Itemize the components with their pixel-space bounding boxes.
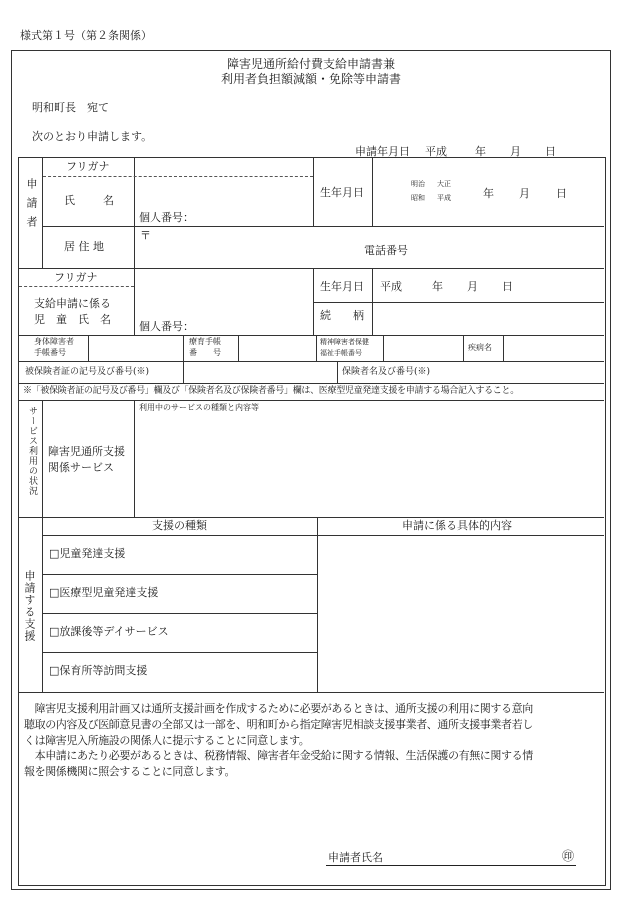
support-type-header: 支援の種類 — [152, 519, 207, 532]
mental-handbook-label-2: 福祉手帳番号 — [320, 349, 362, 357]
child-birth-era: 平成 — [380, 280, 402, 293]
physical-handbook-label-2: 手帳番号 — [34, 348, 66, 357]
insurer-label: 保険者名及び番号(※) — [342, 367, 431, 377]
era-showa: 昭和 — [411, 194, 425, 202]
service-row-label-2: 関係サービス — [48, 461, 114, 474]
consent-line-4: 本申請にあたり必要があるときは、税務情報、障害者年金受給に関する情報、生活保護の有無に関する情 — [24, 749, 533, 762]
applicant-furigana-label: フリガナ — [66, 160, 110, 173]
support-detail-header: 申請に係る具体的内容 — [402, 519, 512, 532]
applicant-birth-year: 年 — [483, 187, 494, 200]
application-date-year: 年 — [475, 145, 486, 158]
mental-handbook-label-1: 精神障害者保健 — [320, 338, 369, 346]
child-birth-year: 年 — [432, 280, 443, 293]
physical-handbook-label-1: 身体障害者 — [34, 337, 74, 346]
support-item-after-school-day-service[interactable]: □放課後等デイサービス — [49, 625, 169, 638]
applicant-birth-month: 月 — [519, 187, 530, 200]
child-birth-month: 月 — [467, 280, 478, 293]
application-date-day: 日 — [545, 145, 556, 158]
consent-line-2: 聴取の内容及び医師意見書の全部又は一部を、明和町から指定障害児相談支援事業者、通所支援事業者若し — [24, 718, 533, 731]
child-name-field[interactable] — [136, 272, 312, 316]
support-item-nursery-visit-support[interactable]: □保育所等訪問支援 — [49, 664, 148, 677]
consent-line-3: くは障害児入所施設の関係人に提示することに同意します。 — [24, 734, 310, 747]
seal-mark: ㊞ — [562, 849, 575, 863]
applicant-section-label: 申請者 — [25, 178, 38, 235]
insured-number-field[interactable] — [185, 363, 335, 381]
child-furigana-label: フリガナ — [54, 271, 98, 284]
form-number: 様式第１号（第２条関係） — [20, 29, 152, 42]
consent-line-1: 障害児支援利用計画又は通所支援計画を作成するために必要があるときは、通所支援の利用に関する意向 — [24, 702, 533, 715]
child-name-label-2: 児 童 氏 名 — [34, 313, 111, 326]
disease-field[interactable] — [505, 337, 602, 359]
service-content-label: 利用中のサービスの種類と内容等 — [139, 403, 259, 412]
era-meiji: 明治 — [411, 180, 425, 188]
rehab-handbook-label-2: 番 号 — [189, 348, 221, 357]
era-taisho: 大正 — [437, 180, 451, 188]
child-personal-number-label: 個人番号： — [139, 320, 194, 333]
mental-handbook-field[interactable] — [385, 337, 461, 359]
addressee: 明和町長 宛て — [32, 101, 109, 114]
postal-mark: 〒 — [140, 229, 151, 242]
child-birth-day: 日 — [502, 280, 513, 293]
insured-number-label: 被保険者証の記号及び番号(※) — [25, 367, 150, 377]
applicant-furigana-field[interactable] — [136, 162, 312, 172]
intro-text: 次のとおり申請します。 — [32, 130, 153, 143]
applicant-name-label: 氏 名 — [64, 194, 116, 207]
applicant-birth-day: 日 — [556, 187, 567, 200]
disease-label: 疾病名 — [468, 343, 492, 352]
insurer-field[interactable] — [440, 363, 602, 381]
child-name-label-1: 支給申請に係る — [34, 297, 111, 310]
support-detail-field[interactable] — [320, 538, 601, 689]
support-item-child-development[interactable]: □児童発達支援 — [49, 547, 126, 560]
insurance-note: ※「被保険者証の記号及び番号」欄及び「保険者名及び保険者番号」欄は、医療型児童発達支援を申請する場合記入すること。 — [23, 386, 519, 396]
form-title: 障害児通所給付費支給申請書兼 — [226, 57, 395, 71]
applicant-address-label: 居 住 地 — [64, 240, 104, 253]
phone-label: 電話番号 — [364, 244, 408, 257]
support-item-medical-child-development[interactable]: □医療型児童発達支援 — [49, 586, 159, 599]
applicant-personal-number-label: 個人番号： — [139, 211, 194, 224]
rehab-handbook-label-1: 療育手帳 — [189, 337, 221, 346]
consent-line-5: 報を関係機関に照会することに同意します。 — [24, 765, 236, 778]
child-birth-label: 生年月日 — [320, 280, 364, 293]
application-date-month: 月 — [510, 145, 521, 158]
applicant-birth-label: 生年月日 — [320, 186, 364, 199]
applicant-name-field[interactable] — [136, 180, 312, 208]
application-date-label: 申請年月日 — [355, 145, 410, 158]
form-subtitle: 利用者負担額減額・免除等申請書 — [220, 72, 401, 86]
application-date-era: 平成 — [425, 145, 447, 158]
physical-handbook-field[interactable] — [90, 337, 182, 359]
signature-label: 申請者氏名 — [328, 851, 383, 864]
service-usage-section-label: サービス利用の状況 — [27, 406, 37, 496]
rehab-handbook-field[interactable] — [240, 337, 314, 359]
relation-label: 続 柄 — [320, 309, 364, 322]
era-heisei: 平成 — [437, 194, 451, 202]
applicant-address-field[interactable] — [154, 229, 594, 265]
service-content-field[interactable] — [137, 416, 601, 514]
support-section-label: 申請する支援 — [23, 570, 36, 642]
relation-field[interactable] — [375, 305, 600, 332]
service-row-label-1: 障害児通所支援 — [48, 445, 125, 458]
